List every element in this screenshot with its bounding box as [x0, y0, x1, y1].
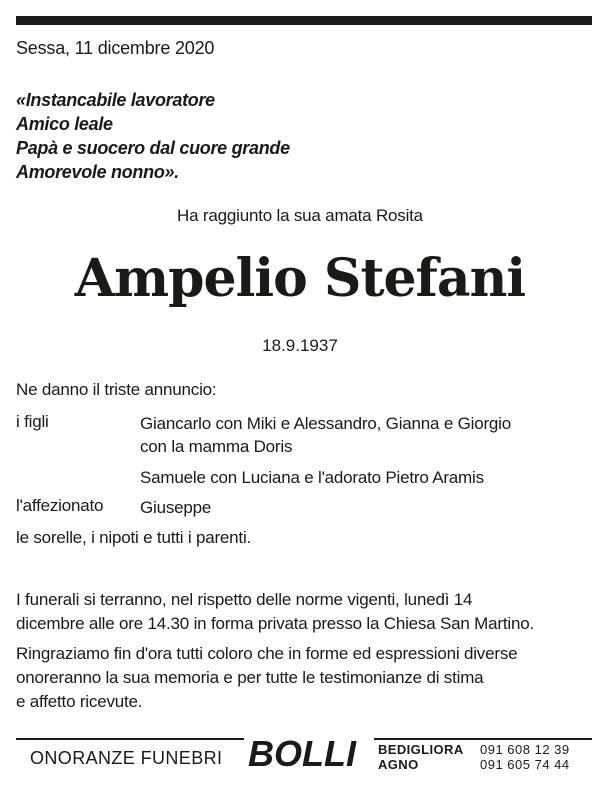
- quote-line: Amorevole nonno».: [16, 162, 179, 182]
- quote-line: «Instancabile lavoratore: [16, 90, 215, 110]
- affectionate-label: l'affezionato: [16, 496, 104, 515]
- location-name: BEDIGLIORA: [378, 742, 464, 757]
- children-label: i figli: [16, 412, 49, 431]
- announcement-heading: Ne danno il triste annuncio:: [16, 380, 217, 399]
- thanks-line: onoreranno la sua memoria e per tutte le testimonianze di stima: [16, 668, 484, 687]
- footer-divider-left: [16, 738, 244, 740]
- funeral-home-phones: [480, 742, 570, 772]
- thanks-line: Ringraziamo fin d'ora tutti coloro che in forme ed espressioni diverse: [16, 644, 518, 663]
- birth-date: 18.9.1937: [262, 336, 338, 355]
- top-divider: [16, 16, 592, 25]
- deceased-name: Ampelio Stefani: [74, 248, 526, 309]
- children-list: [140, 412, 590, 458]
- footer-divider-right: [374, 738, 592, 740]
- location-name: AGNO: [378, 757, 419, 772]
- quote-line: Papà e suocero dal cuore grande: [16, 138, 290, 158]
- funeral-details: [16, 588, 534, 636]
- children-line: Samuele con Luciana e l'adorato Pietro Aramis: [140, 468, 484, 487]
- funeral-home-label: ONORANZE FUNEBRI: [30, 748, 223, 768]
- intro-line: Ha raggiunto la sua amata Rosita: [177, 206, 423, 225]
- thanks-line: e affetto ricevute.: [16, 692, 143, 711]
- funeral-line: dicembre alle ore 14.30 in forma privata presso la Chiesa San Martino.: [16, 614, 534, 633]
- funeral-home-locations: [378, 742, 464, 772]
- funeral-line: I funerali si terranno, nel rispetto delle norme vigenti, lunedì 14: [16, 590, 473, 609]
- thanks-message: [16, 642, 517, 714]
- children-line: con la mamma Doris: [140, 437, 293, 456]
- children-line: Giancarlo con Miki e Alessandro, Gianna e Giorgio: [140, 414, 512, 433]
- quote-line: Amico leale: [16, 114, 113, 134]
- funeral-home-brand: BOLLI: [248, 733, 356, 774]
- phone-number: 091 605 74 44: [480, 757, 570, 772]
- other-relatives: le sorelle, i nipoti e tutti i parenti.: [16, 528, 252, 547]
- epitaph-quote: [16, 88, 290, 184]
- affectionate-name: Giuseppe: [140, 498, 212, 517]
- dateline: Sessa, 11 dicembre 2020: [16, 38, 215, 58]
- phone-number: 091 608 12 39: [480, 742, 570, 757]
